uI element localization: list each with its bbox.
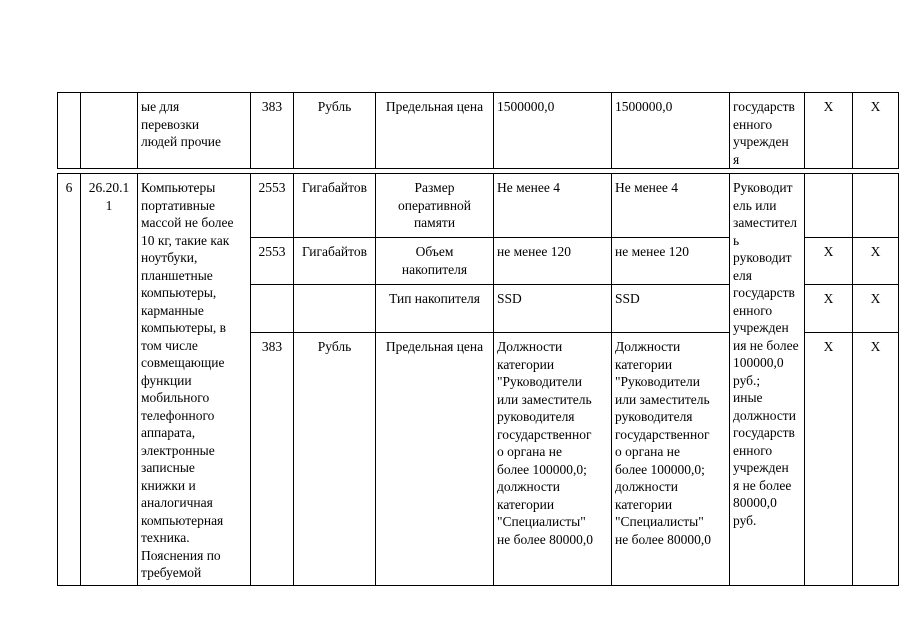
- value-cell-2: 1500000,0: [612, 93, 730, 169]
- mark-cell-2: Х: [853, 93, 899, 169]
- value-cell-2: SSD: [612, 285, 730, 333]
- value-cell-1: 1500000,0: [494, 93, 612, 169]
- mark-cell-1: [805, 174, 853, 238]
- value-cell-1: Не менее 4: [494, 174, 612, 238]
- row-number-cell: [58, 93, 81, 169]
- merged-note-cell: Руководит ель или заместител ь руководит еля государств енного учрежден ия не более 100000,0 руб.; иные должности государств енного учрежден я не более 80000,0 руб.: [730, 174, 805, 586]
- table-row: [58, 174, 899, 238]
- unit-name-cell: Рубль: [294, 93, 376, 169]
- table-row: [58, 93, 899, 169]
- unit-name-cell: Рубль: [294, 333, 376, 586]
- note-cell: государств енного учрежден я: [730, 93, 805, 169]
- mark-cell-2: Х: [853, 333, 899, 586]
- mark-cell-2: Х: [853, 238, 899, 285]
- okpd-code-cell: [81, 93, 138, 169]
- mark-cell-2: Х: [853, 285, 899, 333]
- unit-code-cell: 383: [251, 333, 294, 586]
- item-name-cell: ые для перевозки людей прочие: [138, 93, 251, 169]
- characteristic-cell: Объем накопителя: [376, 238, 494, 285]
- mark-cell-1: Х: [805, 93, 853, 169]
- mark-cell-1: Х: [805, 285, 853, 333]
- unit-code-cell: 2553: [251, 238, 294, 285]
- characteristic-cell: Предельная цена: [376, 93, 494, 169]
- requirements-table: [57, 92, 899, 586]
- mark-cell-1: Х: [805, 238, 853, 285]
- unit-code-cell: 2553: [251, 174, 294, 238]
- row-number-cell: 6: [58, 174, 81, 586]
- characteristic-cell: Предельная цена: [376, 333, 494, 586]
- value-cell-1: SSD: [494, 285, 612, 333]
- characteristic-cell: Тип накопителя: [376, 285, 494, 333]
- unit-code-cell: [251, 285, 294, 333]
- value-cell-1: Должности категории "Руководители или заместитель руководителя государственног о органа не более 100000,0; должности категории "Специалисты" не более 80000,0: [494, 333, 612, 586]
- unit-name-cell: [294, 285, 376, 333]
- unit-name-cell: Гигабайтов: [294, 238, 376, 285]
- unit-code-cell: 383: [251, 93, 294, 169]
- value-cell-2: Не менее 4: [612, 174, 730, 238]
- value-cell-1: не менее 120: [494, 238, 612, 285]
- mark-cell-1: Х: [805, 333, 853, 586]
- value-cell-2: не менее 120: [612, 238, 730, 285]
- item-name-cell: Компьютеры портативные массой не более 10 кг, такие как ноутбуки, планшетные компьютеры, карманные компьютеры, в том числе совмещающие функции мобильного телефонного аппарата, электронные записные книжки и аналогичная компьютерная техника. Пояснения по требуемой: [138, 174, 251, 586]
- unit-name-cell: Гигабайтов: [294, 174, 376, 238]
- mark-cell-2: [853, 174, 899, 238]
- characteristic-cell: Размер оперативной памяти: [376, 174, 494, 238]
- value-cell-2: Должности категории "Руководители или заместитель руководителя государственног о органа не более 100000,0; должности категории "Специалисты" не более 80000,0: [612, 333, 730, 586]
- okpd-code-cell: 26.20.1 1: [81, 174, 138, 586]
